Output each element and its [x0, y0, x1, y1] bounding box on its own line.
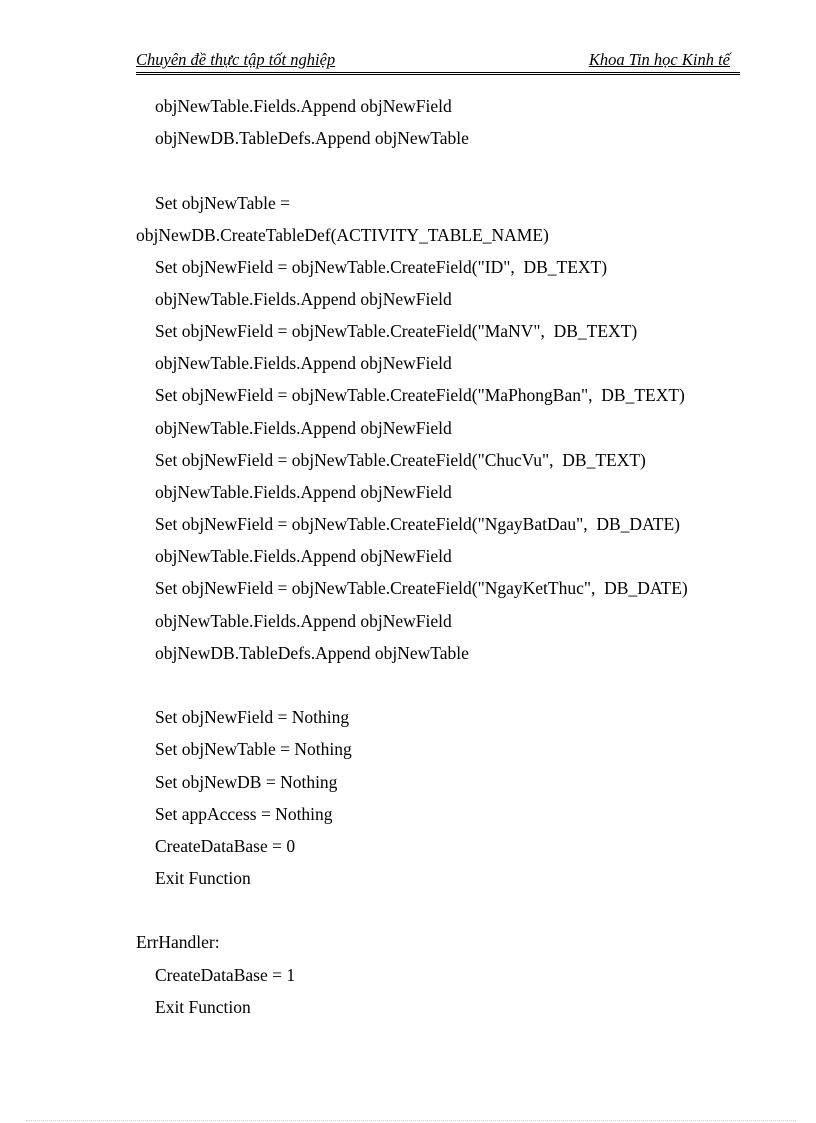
code-line: objNewTable.Fields.Append objNewField [155, 418, 452, 438]
code-line: ErrHandler: [136, 932, 220, 952]
page-bottom-divider [26, 1120, 796, 1121]
code-line: objNewDB.TableDefs.Append objNewTable [155, 643, 469, 663]
code-line: Set objNewField = objNewTable.CreateField("MaNV", DB_TEXT) [155, 321, 638, 341]
code-line: Set objNewTable = Nothing [155, 739, 352, 759]
code-line: Set objNewField = objNewTable.CreateField("MaPhongBan", DB_TEXT) [155, 385, 685, 405]
code-line: objNewDB.TableDefs.Append objNewTable [155, 128, 469, 148]
code-line: Set objNewTable = [155, 193, 291, 213]
code-line: Set objNewField = objNewTable.CreateField("NgayBatDau", DB_DATE) [155, 514, 680, 534]
code-line: Set objNewDB = Nothing [155, 772, 338, 792]
code-line: objNewTable.Fields.Append objNewField [155, 353, 452, 373]
code-line: CreateDataBase = 1 [155, 965, 296, 985]
code-line: objNewTable.Fields.Append objNewField [155, 611, 452, 631]
code-line: Set appAccess = Nothing [155, 804, 333, 824]
page-header [136, 48, 740, 75]
code-line: Set objNewField = objNewTable.CreateField("ChucVu", DB_TEXT) [155, 450, 646, 470]
code-line: Set objNewField = Nothing [155, 707, 350, 727]
code-line: Exit Function [155, 868, 251, 888]
header-document-title: Chuyên đề thực tập tốt nghiệp [136, 50, 336, 69]
code-line: CreateDataBase = 0 [155, 836, 296, 856]
code-line: objNewDB.CreateTableDef(ACTIVITY_TABLE_NAME) [136, 225, 549, 245]
code-line: objNewTable.Fields.Append objNewField [155, 289, 452, 309]
code-line: Set objNewField = objNewTable.CreateField("NgayKetThuc", DB_DATE) [155, 578, 688, 598]
code-line: objNewTable.Fields.Append objNewField [155, 482, 452, 502]
header-faculty-name: Khoa Tin học Kinh tế [588, 50, 730, 69]
code-line: objNewTable.Fields.Append objNewField [155, 546, 452, 566]
code-line: Set objNewField = objNewTable.CreateField("ID", DB_TEXT) [155, 257, 608, 277]
code-line: Exit Function [155, 997, 251, 1017]
code-line: objNewTable.Fields.Append objNewField [155, 96, 452, 116]
